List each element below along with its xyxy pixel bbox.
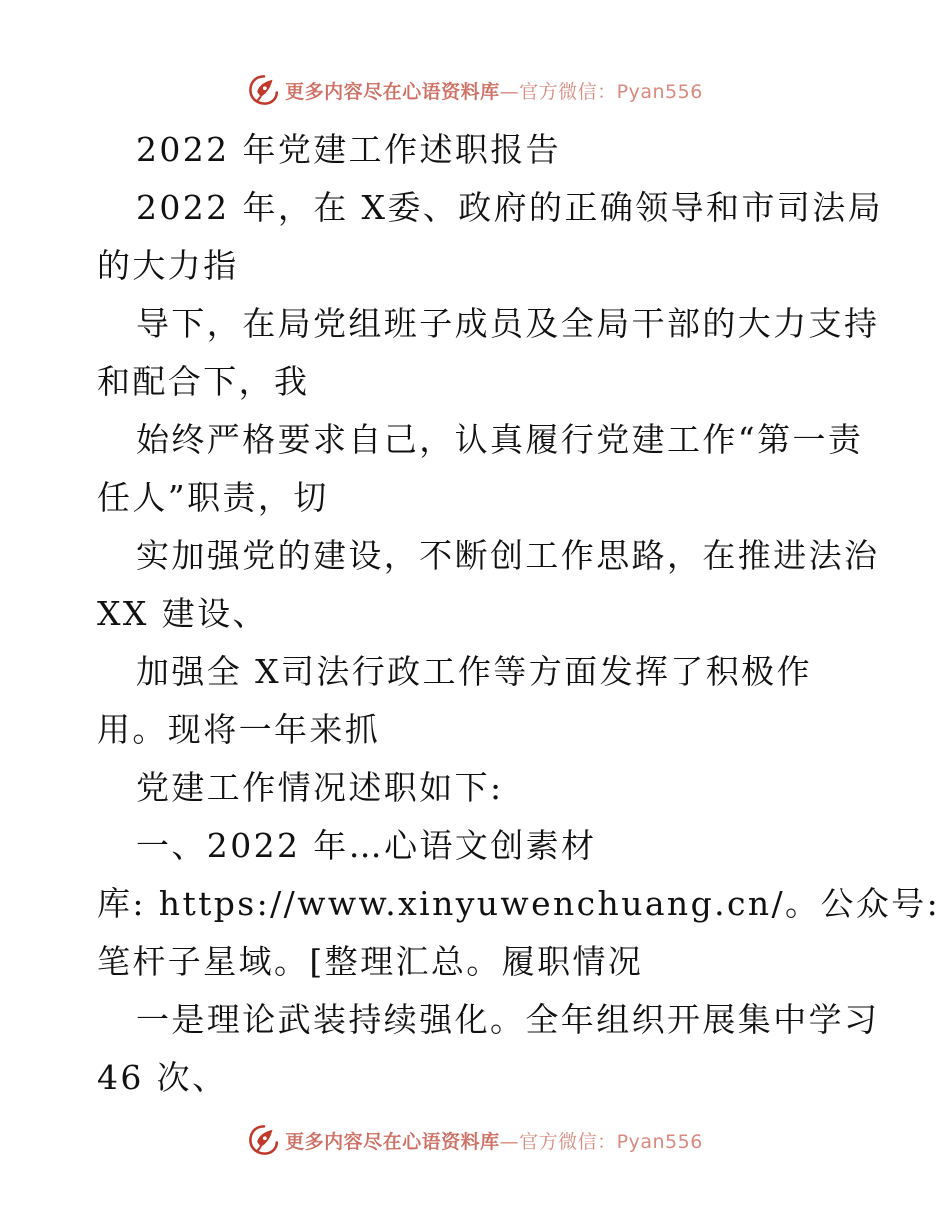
watermark-suffix-text: —官方微信：Pyan556 [499, 1130, 703, 1153]
paragraph-line: 始终严格要求自己，认真履行党建工作“第一责 [136, 420, 864, 459]
paragraph-line: 的大力指 [97, 246, 239, 285]
paragraph-line: 和配合下，我 [97, 362, 310, 401]
paragraph-line: XX 建设、 [97, 594, 268, 633]
watermark-text [285, 1127, 703, 1154]
watermark-suffix-text: —官方微信：Pyan556 [499, 80, 703, 103]
paragraph-line: 2022 年，在 X委、政府的正确领导和市司法局 [136, 188, 884, 227]
paragraph-line: 用。现将一年来抓 [97, 710, 381, 749]
paragraph-line: 笔杆子星域。[整理汇总。履职情况 [97, 942, 644, 981]
watermark-main-text: 更多内容尽在心语资料库 [285, 1130, 500, 1153]
paragraph-line: 实加强党的建设，不断创工作思路，在推进法治 [136, 536, 880, 575]
paragraph-line: 库: https://www.xinyuwenchuang.cn/。公众号: [97, 884, 941, 923]
section-heading: 一、2022 年…心语文创素材 [136, 826, 597, 865]
paragraph-line: 任人”职责，切 [97, 478, 329, 517]
pen-nib-swirl-icon [247, 73, 281, 107]
document-title: 2022 年党建工作述职报告 [136, 130, 562, 169]
pen-nib-swirl-icon [247, 1123, 281, 1157]
watermark-header [0, 70, 950, 110]
watermark-main-text: 更多内容尽在心语资料库 [285, 80, 500, 103]
watermark-footer [0, 1120, 950, 1160]
watermark-text [285, 77, 703, 104]
paragraph-line: 加强全 X司法行政工作等方面发挥了积极作 [136, 652, 812, 691]
paragraph-line: 导下，在局党组班子成员及全局干部的大力支持 [136, 304, 880, 343]
paragraph-line: 党建工作情况述职如下: [136, 768, 504, 807]
paragraph-line: 一是理论武装持续强化。全年组织开展集中学习 [136, 1000, 880, 1039]
paragraph-line: 46 次、 [97, 1058, 228, 1097]
